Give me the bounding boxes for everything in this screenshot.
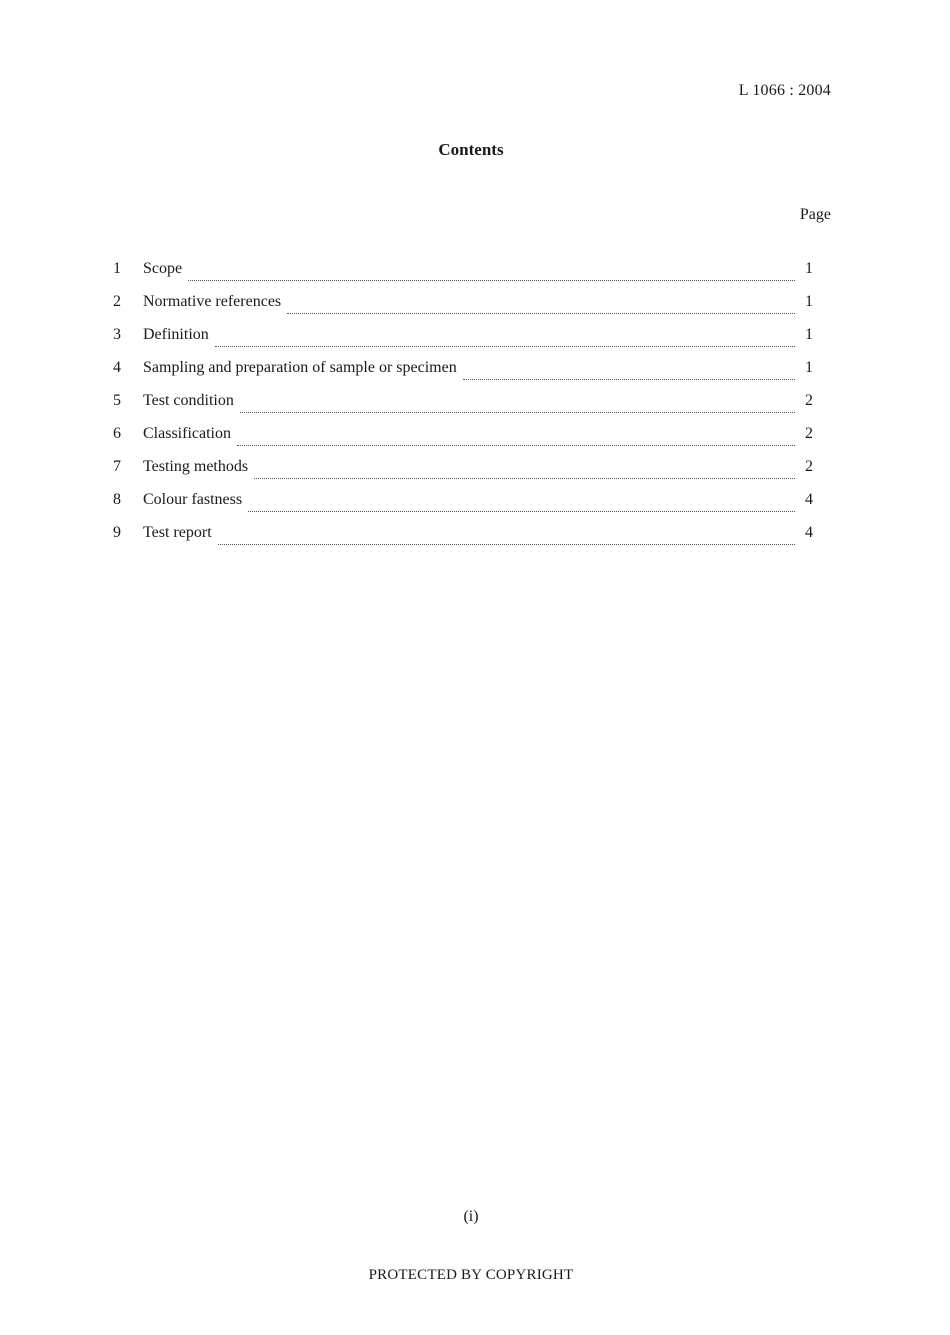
toc-entry-number: 4 — [113, 359, 121, 376]
dot-leader — [218, 543, 795, 545]
dot-leader — [215, 345, 795, 347]
document-code: L 1066 : 2004 — [738, 82, 831, 99]
toc-entry-definition[interactable] — [113, 326, 813, 359]
dot-leader — [287, 312, 795, 314]
toc-entry-page: 4 — [805, 524, 813, 541]
page-title: Contents — [438, 140, 504, 159]
page-number: (i) — [463, 1208, 479, 1225]
toc-entry-page: 2 — [805, 458, 813, 475]
toc-entry-number: 1 — [113, 260, 121, 277]
dot-leader — [237, 444, 795, 446]
toc-entry-testing-methods[interactable] — [113, 458, 813, 491]
toc-entry-label[interactable]: Scope — [143, 260, 183, 277]
toc-entry-page: 4 — [805, 491, 813, 508]
toc-entry-number: 2 — [113, 293, 121, 310]
toc-entry-label[interactable]: Definition — [143, 326, 209, 343]
page-column-header: Page — [799, 206, 831, 223]
toc-entry-label[interactable]: Test condition — [143, 392, 234, 409]
toc-entry-label[interactable]: Testing methods — [143, 458, 249, 475]
copyright-notice: PROTECTED BY COPYRIGHT — [368, 1267, 574, 1283]
toc-entry-page: 2 — [805, 425, 813, 442]
toc-entry-classification[interactable] — [113, 425, 813, 458]
toc-entry-label[interactable]: Sampling and preparation of sample or specimen — [143, 359, 457, 376]
toc-entry-label[interactable]: Test report — [143, 524, 212, 541]
toc-entry-number: 7 — [113, 458, 121, 475]
toc-entry-test-condition[interactable] — [113, 392, 813, 425]
dot-leader — [188, 279, 795, 281]
toc-entry-number: 8 — [113, 491, 121, 508]
toc-entry-label[interactable]: Colour fastness — [143, 491, 243, 508]
toc-entry-page: 1 — [805, 293, 813, 310]
toc-entry-label[interactable]: Classification — [143, 425, 231, 442]
toc-entry-test-report[interactable] — [113, 524, 813, 557]
toc-entry-scope[interactable] — [113, 260, 813, 293]
toc-entry-number: 6 — [113, 425, 121, 442]
toc-entry-label[interactable]: Normative references — [143, 293, 282, 310]
toc-entry-page: 1 — [805, 260, 813, 277]
toc-entry-number: 5 — [113, 392, 121, 409]
toc-entry-page: 1 — [805, 359, 813, 376]
dot-leader — [254, 477, 795, 479]
dot-leader — [248, 510, 795, 512]
table-of-contents — [113, 260, 813, 557]
toc-entry-normative-references[interactable] — [113, 293, 813, 326]
toc-entry-number: 9 — [113, 524, 121, 541]
toc-entry-page: 2 — [805, 392, 813, 409]
toc-entry-number: 3 — [113, 326, 121, 343]
toc-entry-page: 1 — [805, 326, 813, 343]
toc-entry-sampling[interactable] — [113, 359, 813, 392]
dot-leader — [463, 378, 795, 380]
toc-entry-colour-fastness[interactable] — [113, 491, 813, 524]
dot-leader — [240, 411, 795, 413]
